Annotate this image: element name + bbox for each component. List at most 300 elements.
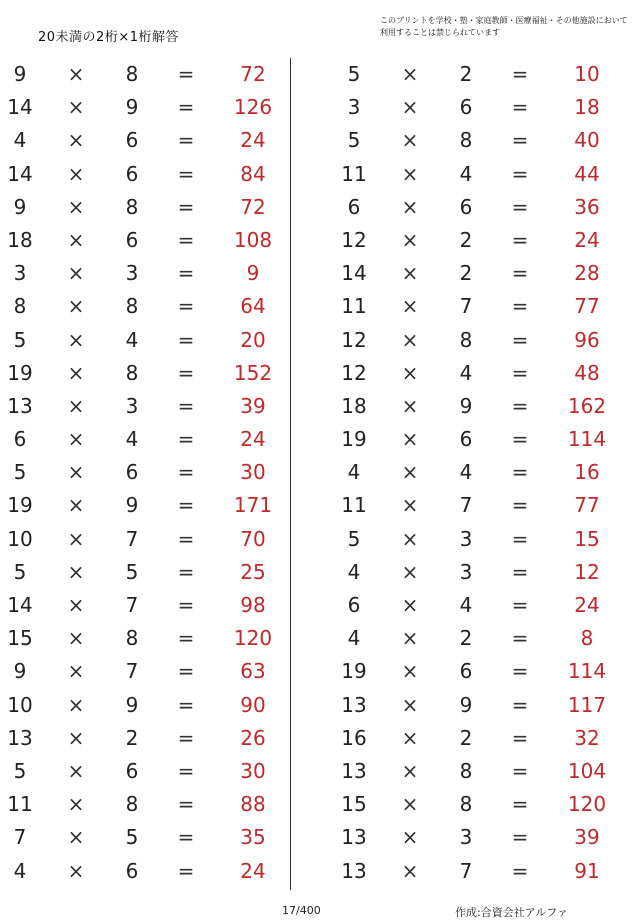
problem-row [0, 755, 290, 788]
answer: 90 [240, 692, 266, 717]
multiplicand: 12 [341, 327, 367, 352]
times-sign: × [401, 294, 419, 319]
answer: 63 [240, 659, 266, 684]
times-sign: × [401, 792, 419, 817]
multiplicand: 13 [341, 692, 367, 717]
answer: 18 [574, 95, 600, 120]
times-sign: × [401, 427, 419, 452]
multiplicand: 9 [13, 194, 27, 219]
answer: 91 [574, 858, 600, 883]
problem-row [334, 257, 624, 290]
equals-sign: = [177, 593, 195, 617]
problem-row [0, 58, 290, 91]
problem-row [0, 456, 290, 489]
equals-sign: = [177, 227, 195, 252]
multiplier: 2 [459, 227, 473, 252]
times-sign: × [401, 758, 419, 783]
multiplier: 2 [125, 725, 139, 750]
multiplicand: 4 [13, 128, 27, 153]
multiplicand: 6 [347, 194, 361, 219]
multiplier: 3 [459, 559, 473, 584]
multiplicand: 18 [341, 393, 367, 418]
times-sign: × [67, 692, 85, 717]
multiplier: 5 [125, 559, 139, 584]
multiplicand: 5 [347, 128, 361, 153]
multiplier: 8 [459, 758, 473, 783]
answer: 104 [567, 758, 607, 783]
multiplier: 4 [459, 161, 473, 186]
times-sign: × [67, 227, 85, 252]
multiplicand: 13 [341, 858, 367, 883]
problem-row [0, 589, 290, 622]
multiplicand: 11 [341, 493, 367, 518]
equals-sign: = [177, 692, 195, 717]
times-sign: × [67, 95, 85, 120]
multiplier: 9 [125, 692, 139, 717]
times-sign: × [401, 460, 419, 485]
times-sign: × [401, 95, 419, 120]
equals-sign: = [177, 327, 195, 352]
multiplier: 8 [125, 294, 139, 319]
answer: 39 [240, 393, 266, 418]
answer: 114 [567, 427, 607, 452]
multiplicand: 5 [13, 758, 27, 783]
multiplicand: 8 [13, 294, 27, 319]
equals-sign: = [511, 792, 529, 817]
times-sign: × [401, 62, 419, 86]
equals-sign: = [511, 294, 529, 319]
multiplier: 4 [459, 460, 473, 485]
multiplier: 7 [459, 493, 473, 518]
answer: 30 [240, 460, 266, 485]
multiplier: 6 [125, 460, 139, 485]
equals-sign: = [511, 128, 529, 153]
answer: 32 [574, 725, 600, 750]
multiplicand: 13 [7, 393, 33, 418]
multiplier: 6 [125, 161, 139, 186]
times-sign: × [67, 128, 85, 153]
answer: 20 [240, 327, 266, 352]
times-sign: × [401, 128, 419, 153]
right-problem-column [334, 58, 624, 888]
problem-row [334, 58, 624, 91]
equals-sign: = [511, 626, 529, 651]
times-sign: × [401, 393, 419, 418]
equals-sign: = [511, 460, 529, 485]
multiplier: 8 [125, 626, 139, 651]
equals-sign: = [177, 294, 195, 319]
equals-sign: = [177, 95, 195, 120]
answer: 88 [240, 792, 266, 817]
problem-row [334, 91, 624, 124]
equals-sign: = [177, 526, 195, 551]
times-sign: × [67, 593, 85, 617]
multiplicand: 14 [7, 593, 33, 617]
answer: 25 [240, 559, 266, 584]
problem-row [0, 390, 290, 423]
equals-sign: = [511, 327, 529, 352]
times-sign: × [67, 360, 85, 385]
answer: 162 [567, 393, 607, 418]
multiplier: 6 [125, 858, 139, 883]
answer: 108 [233, 227, 273, 252]
times-sign: × [67, 559, 85, 584]
equals-sign: = [511, 758, 529, 783]
answer: 77 [574, 294, 600, 319]
problem-row [334, 821, 624, 854]
multiplicand: 11 [341, 294, 367, 319]
multiplier: 4 [125, 327, 139, 352]
answer: 152 [233, 360, 273, 385]
times-sign: × [67, 427, 85, 452]
multiplier: 7 [125, 526, 139, 551]
multiplicand: 6 [13, 427, 27, 452]
multiplicand: 4 [347, 559, 361, 584]
times-sign: × [401, 825, 419, 850]
equals-sign: = [511, 659, 529, 684]
multiplicand: 6 [347, 593, 361, 617]
problem-row [334, 622, 624, 655]
times-sign: × [401, 858, 419, 883]
multiplier: 6 [125, 227, 139, 252]
multiplier: 2 [459, 261, 473, 286]
multiplier: 8 [125, 194, 139, 219]
multiplier: 6 [459, 659, 473, 684]
times-sign: × [67, 261, 85, 286]
multiplier: 8 [459, 327, 473, 352]
times-sign: × [401, 493, 419, 518]
times-sign: × [67, 194, 85, 219]
equals-sign: = [511, 858, 529, 883]
multiplicand: 15 [341, 792, 367, 817]
problem-row [334, 755, 624, 788]
answer: 64 [240, 294, 266, 319]
answer: 36 [574, 194, 600, 219]
equals-sign: = [511, 825, 529, 850]
multiplier: 8 [459, 128, 473, 153]
times-sign: × [401, 526, 419, 551]
problem-row [334, 456, 624, 489]
problem-row [0, 290, 290, 323]
problem-row [334, 324, 624, 357]
problem-row [0, 788, 290, 821]
answer: 96 [574, 327, 600, 352]
answer: 15 [574, 526, 600, 551]
multiplicand: 13 [7, 725, 33, 750]
problem-row [0, 257, 290, 290]
answer: 72 [240, 62, 266, 86]
equals-sign: = [511, 360, 529, 385]
answer: 24 [574, 593, 600, 617]
answer: 120 [567, 792, 607, 817]
times-sign: × [67, 659, 85, 684]
multiplier: 4 [459, 593, 473, 617]
problem-row [334, 689, 624, 722]
times-sign: × [67, 526, 85, 551]
times-sign: × [67, 758, 85, 783]
problem-row [334, 290, 624, 323]
multiplier: 2 [459, 626, 473, 651]
multiplier: 8 [125, 62, 139, 86]
multiplier: 7 [459, 858, 473, 883]
multiplier: 9 [125, 95, 139, 120]
answer: 9 [246, 261, 260, 286]
multiplicand: 19 [7, 493, 33, 518]
problem-row [0, 489, 290, 522]
multiplicand: 18 [7, 227, 33, 252]
times-sign: × [401, 593, 419, 617]
answer: 24 [574, 227, 600, 252]
times-sign: × [401, 725, 419, 750]
multiplier: 6 [125, 128, 139, 153]
problem-row [0, 523, 290, 556]
answer: 40 [574, 128, 600, 153]
answer: 10 [574, 62, 600, 86]
multiplier: 8 [125, 360, 139, 385]
usage-notice: このプリントを学校・塾・家庭教師・医療福祉・その他施設において利用することは禁じられています [380, 16, 628, 37]
multiplicand: 5 [13, 559, 27, 584]
multiplicand: 15 [7, 626, 33, 651]
equals-sign: = [511, 62, 529, 86]
multiplicand: 14 [7, 95, 33, 120]
answer: 16 [574, 460, 600, 485]
equals-sign: = [177, 161, 195, 186]
answer: 84 [240, 161, 266, 186]
multiplier: 3 [459, 825, 473, 850]
equals-sign: = [177, 360, 195, 385]
answer: 171 [233, 493, 273, 518]
answer: 26 [240, 725, 266, 750]
problem-row [0, 655, 290, 688]
problem-row [334, 158, 624, 191]
problem-row [0, 124, 290, 157]
equals-sign: = [177, 758, 195, 783]
problem-row [0, 821, 290, 854]
equals-sign: = [177, 427, 195, 452]
times-sign: × [401, 559, 419, 584]
equals-sign: = [511, 526, 529, 551]
equals-sign: = [511, 194, 529, 219]
problem-row [0, 722, 290, 755]
equals-sign: = [177, 626, 195, 651]
problem-row [334, 357, 624, 390]
answer: 77 [574, 493, 600, 518]
equals-sign: = [511, 227, 529, 252]
multiplicand: 19 [341, 427, 367, 452]
multiplier: 6 [459, 427, 473, 452]
problem-row [334, 556, 624, 589]
answer: 98 [240, 593, 266, 617]
problem-row [334, 390, 624, 423]
multiplier: 7 [459, 294, 473, 319]
problem-row [0, 191, 290, 224]
multiplicand: 14 [341, 261, 367, 286]
equals-sign: = [177, 128, 195, 153]
multiplicand: 5 [13, 327, 27, 352]
equals-sign: = [511, 161, 529, 186]
multiplicand: 5 [347, 62, 361, 86]
times-sign: × [401, 261, 419, 286]
times-sign: × [67, 626, 85, 651]
problem-row [0, 622, 290, 655]
times-sign: × [67, 62, 85, 86]
times-sign: × [67, 858, 85, 883]
multiplicand: 9 [13, 62, 27, 86]
multiplicand: 5 [13, 460, 27, 485]
multiplier: 9 [125, 493, 139, 518]
times-sign: × [401, 692, 419, 717]
answer: 35 [240, 825, 266, 850]
answer: 39 [574, 825, 600, 850]
multiplier: 5 [125, 825, 139, 850]
problem-row [0, 423, 290, 456]
equals-sign: = [177, 261, 195, 286]
equals-sign: = [177, 393, 195, 418]
answer: 117 [567, 692, 607, 717]
multiplicand: 9 [13, 659, 27, 684]
multiplier: 2 [459, 62, 473, 86]
times-sign: × [67, 294, 85, 319]
multiplicand: 19 [341, 659, 367, 684]
multiplicand: 10 [7, 526, 33, 551]
multiplier: 7 [125, 659, 139, 684]
multiplicand: 3 [13, 261, 27, 286]
equals-sign: = [177, 825, 195, 850]
equals-sign: = [177, 460, 195, 485]
problem-row [334, 788, 624, 821]
equals-sign: = [177, 792, 195, 817]
multiplicand: 14 [7, 161, 33, 186]
times-sign: × [67, 725, 85, 750]
problem-row [334, 589, 624, 622]
problem-row [0, 324, 290, 357]
equals-sign: = [177, 493, 195, 518]
problem-row [0, 158, 290, 191]
problem-row [334, 423, 624, 456]
equals-sign: = [511, 393, 529, 418]
answer: 28 [574, 261, 600, 286]
times-sign: × [67, 393, 85, 418]
equals-sign: = [511, 593, 529, 617]
times-sign: × [67, 493, 85, 518]
times-sign: × [401, 659, 419, 684]
answer: 126 [233, 95, 273, 120]
times-sign: × [401, 227, 419, 252]
times-sign: × [67, 327, 85, 352]
problem-row [334, 191, 624, 224]
equals-sign: = [511, 493, 529, 518]
multiplicand: 10 [7, 692, 33, 717]
multiplier: 6 [459, 95, 473, 120]
answer: 24 [240, 128, 266, 153]
times-sign: × [401, 161, 419, 186]
times-sign: × [67, 161, 85, 186]
left-problem-column [0, 58, 290, 888]
times-sign: × [67, 825, 85, 850]
times-sign: × [401, 360, 419, 385]
page-number: 17/400 [282, 904, 321, 917]
answer: 12 [574, 559, 600, 584]
multiplicand: 16 [341, 725, 367, 750]
multiplier: 3 [125, 261, 139, 286]
equals-sign: = [511, 427, 529, 452]
multiplicand: 19 [7, 360, 33, 385]
problem-row [334, 489, 624, 522]
column-divider [290, 58, 291, 890]
multiplier: 6 [459, 194, 473, 219]
answer: 30 [240, 758, 266, 783]
equals-sign: = [177, 559, 195, 584]
multiplicand: 12 [341, 227, 367, 252]
problem-row [334, 722, 624, 755]
answer: 114 [567, 659, 607, 684]
author-credit: 作成:合資会社アルファ [455, 906, 569, 919]
multiplicand: 4 [347, 460, 361, 485]
answer: 8 [580, 626, 594, 651]
worksheet-title: 20未満の2桁×1桁解答 [38, 30, 179, 45]
problem-row [334, 224, 624, 257]
equals-sign: = [177, 194, 195, 219]
problem-row [0, 556, 290, 589]
equals-sign: = [177, 62, 195, 86]
times-sign: × [67, 792, 85, 817]
answer: 24 [240, 427, 266, 452]
equals-sign: = [177, 725, 195, 750]
times-sign: × [401, 194, 419, 219]
problem-row [0, 224, 290, 257]
answer: 24 [240, 858, 266, 883]
multiplicand: 13 [341, 825, 367, 850]
answer: 48 [574, 360, 600, 385]
multiplicand: 12 [341, 360, 367, 385]
multiplier: 4 [459, 360, 473, 385]
multiplicand: 4 [347, 626, 361, 651]
answer: 120 [233, 626, 273, 651]
problem-row [334, 124, 624, 157]
problem-row [334, 855, 624, 888]
equals-sign: = [511, 725, 529, 750]
problem-row [0, 855, 290, 888]
multiplier: 6 [125, 758, 139, 783]
equals-sign: = [177, 858, 195, 883]
multiplicand: 7 [13, 825, 27, 850]
answer: 44 [574, 161, 600, 186]
multiplier: 8 [459, 792, 473, 817]
answer: 72 [240, 194, 266, 219]
multiplier: 3 [125, 393, 139, 418]
equals-sign: = [511, 261, 529, 286]
times-sign: × [401, 626, 419, 651]
multiplier: 9 [459, 692, 473, 717]
multiplier: 8 [125, 792, 139, 817]
equals-sign: = [511, 95, 529, 120]
multiplier: 9 [459, 393, 473, 418]
equals-sign: = [511, 559, 529, 584]
multiplicand: 5 [347, 526, 361, 551]
problem-row [0, 357, 290, 390]
multiplier: 7 [125, 593, 139, 617]
answer: 70 [240, 526, 266, 551]
multiplicand: 13 [341, 758, 367, 783]
problem-row [0, 91, 290, 124]
problem-row [334, 523, 624, 556]
multiplicand: 4 [13, 858, 27, 883]
problem-row [0, 689, 290, 722]
equals-sign: = [511, 692, 529, 717]
multiplier: 4 [125, 427, 139, 452]
multiplier: 3 [459, 526, 473, 551]
multiplicand: 11 [7, 792, 33, 817]
